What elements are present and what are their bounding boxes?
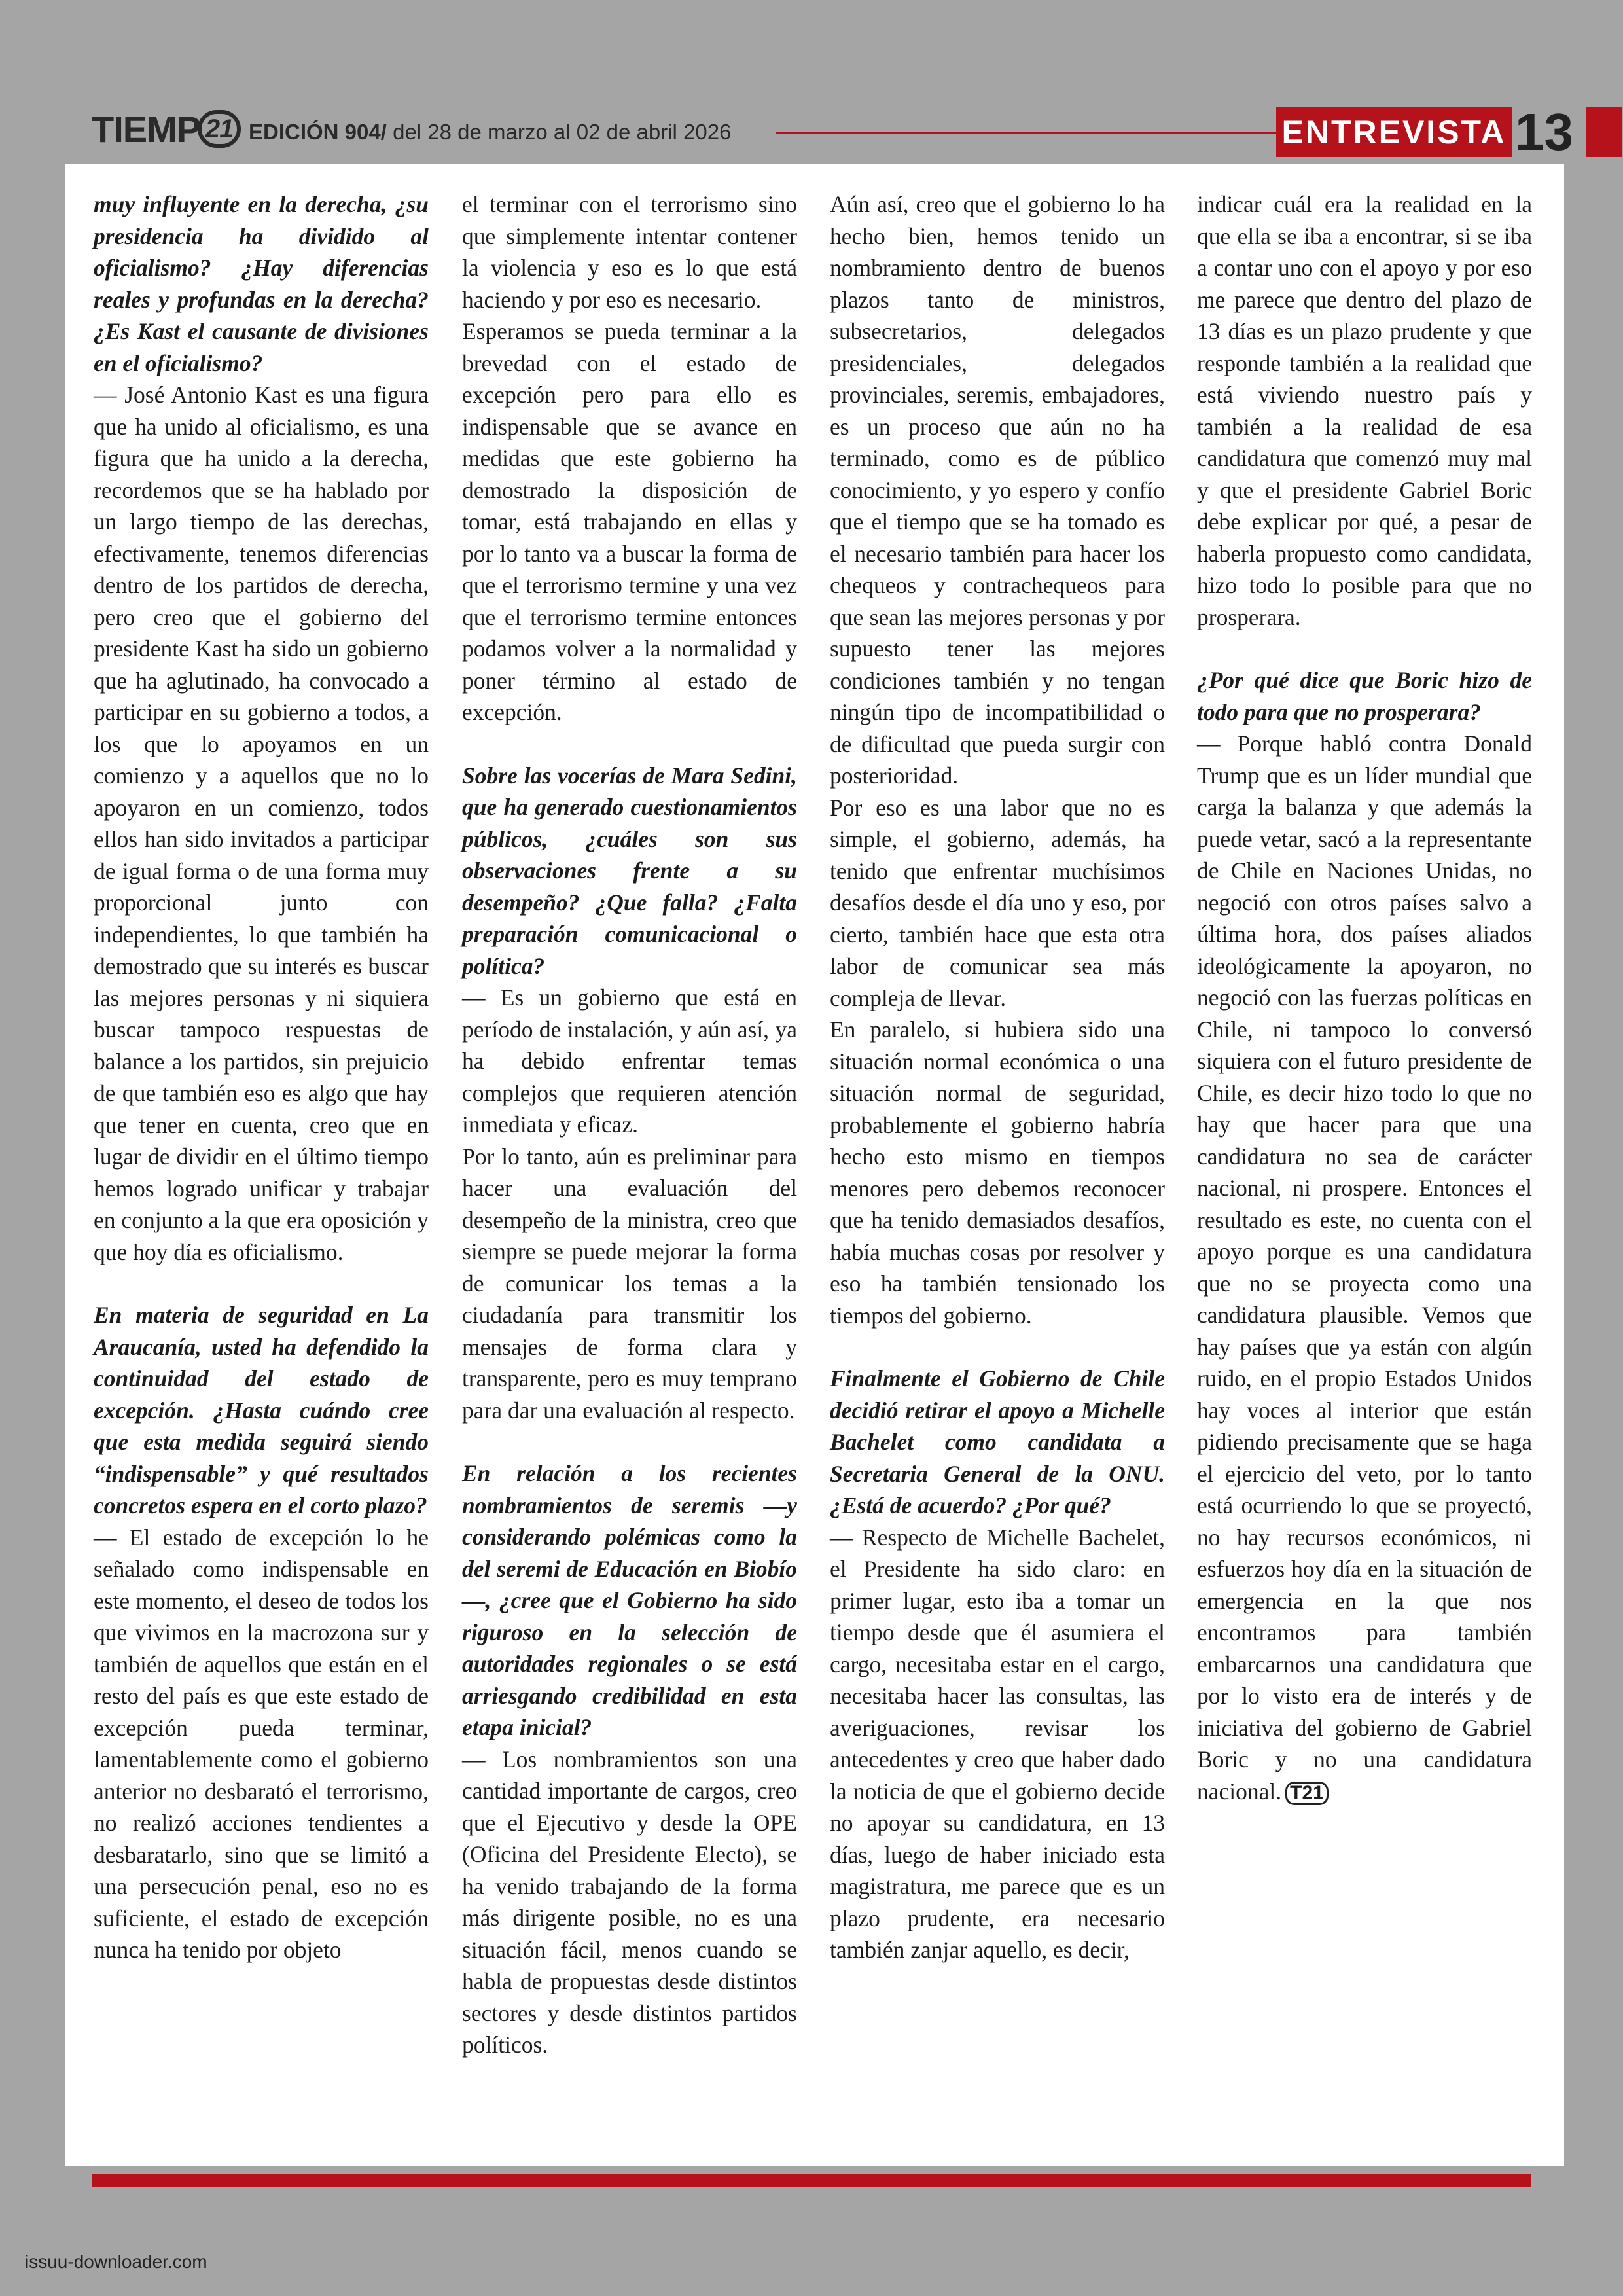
article-column-1 [94,188,429,1966]
paragraph-text: muy influyente en la derecha, ¿su presidencia ha dividido al oficialismo? ¿Hay diferencias reales y profundas en la derecha? ¿Es Kast el causante de divisiones en el oficialismo? [94,191,429,376]
paragraph-text: — El estado de excepción lo he señalado como indispensable en este momento, el deseo de todos los que vivimos en la macrozona sur y también de aquellos que están en el resto del país es que este estado de excepción pueda terminar, lamentablemente como el gobierno anterior no desbarató el terrorismo, no realizó acciones tendientes a desbaratarlo, sino que se limitó a una persecución penal, eso no es suficiente, el estado de excepción nunca ha tenido por objeto [94,1524,429,1963]
edition-label: EDICIÓN 904/ [249,120,387,144]
interview-question [462,1458,797,1744]
edition-dates: del 28 de marzo al 02 de abril 2026 [393,120,732,144]
paragraph-text: — Los nombramientos son una cantidad importante de cargos, creo que el Ejecutivo y desde la OPE (Oficina del Presidente Electo), se ha venido trabajando de la forma más dirigente posible, no es una situación fácil, menos cuando se habla de propuestas desde distintos sectores y desde distintos partidos políticos. [462,1746,797,2058]
interview-question [1197,664,1532,728]
paragraph-text: En materia de seguridad en La Araucanía, usted ha defendido la continuidad del estado de excepción. ¿Hasta cuándo cree que esta medida seguirá siendo “indispensable” y qué resultados concretos espera en el corto plazo? [94,1302,429,1518]
interview-answer [1197,188,1532,633]
edition-info [249,119,731,145]
interview-answer [462,1744,797,2061]
interview-question [94,188,429,379]
paragraph-text: Finalmente el Gobierno de Chile decidió retirar el apoyo a Michelle Bachelet como candidata a Secretaria General de la ONU. ¿Está de acuerdo? ¿Por qué? [830,1365,1165,1518]
paragraph-text: ¿Por qué dice que Boric hizo de todo para que no prosperara? [1197,667,1532,725]
paragraph-text: — Es un gobierno que está en período de instalación, y aún así, ya ha debido enfrentar temas complejos que requieren atención inmediata y eficaz. [462,984,797,1138]
interview-question [94,1299,429,1522]
interview-answer [830,1014,1165,1331]
section-label: ENTREVISTA [1276,107,1512,157]
interview-answer [462,982,797,1141]
end-mark-logo: T21 [1285,1782,1329,1805]
paragraph-gap [462,728,797,760]
paragraph-text: Por eso es una labor que no es simple, el gobierno, además, ha tenido que enfrentar muchísimos desafíos desde el día uno y eso, por cierto, también hace que esta otra labor de comunicar sea más compleja de llevar. [830,794,1165,1011]
publication-logo [92,110,241,149]
paragraph-gap [94,1268,429,1299]
interview-answer [830,1522,1165,1966]
paragraph-gap [830,1331,1165,1363]
interview-answer [462,188,797,315]
paragraph-text: Por lo tanto, aún es preliminar para hacer una evaluación del desempeño de la ministra, creo que siempre se puede mejorar la forma de comunicar los temas a la ciudadanía para transmitir los mensajes de forma clara y transparente, pero es muy temprano para dar una evaluación al respecto. [462,1143,797,1424]
paragraph-text: Sobre las vocerías de Mara Sedini, que ha generado cuestionamientos públicos, ¿cuáles son sus observaciones frente a su desempeño? ¿Que falla? ¿Falta preparación comunicacional o política? [462,762,797,979]
article-columns [94,188,1531,2139]
paragraph-gap [462,1426,797,1458]
page-header [92,103,1573,161]
paragraph-text: Esperamos se pueda terminar a la brevedad con el estado de excepción pero para ello es indispensable que se avance en medidas que este gobierno ha demostrado la disposición de tomar, está trabajando en ellas y por lo tanto va a buscar la forma de que el terrorismo termine y una vez que el terrorismo termine entonces podamos volver a la normalidad y poner término al estado de excepción. [462,318,797,725]
paragraph-text: indicar cuál era la realidad en la que ella se iba a encontrar, si se iba a contar uno con el apoyo y por eso me parece que dentro del plazo de 13 días es un plazo prudente y que responde también a la realidad que está viviendo nuestro país y también a la realidad de esa candidatura que comenzó muy mal y que el presidente Gabriel Boric debe explicar por qué, a pesar de haberla propuesto como candidata, hizo todo lo posible para que no prosperara. [1197,191,1532,630]
interview-answer [94,379,429,1268]
interview-answer [830,188,1165,792]
watermark: issuu-downloader.com [25,2251,207,2272]
header-rule [776,132,1279,134]
page-number: 13 [1515,103,1573,161]
article-column-3 [830,188,1165,1966]
paragraph-text: En relación a los recientes nombramientos de seremis —y considerando polémicas como la del seremi de Educación en Biobío—, ¿cree que el Gobierno ha sido riguroso en la selección de autoridades regionales o se está arriesgando credibilidad en esta etapa inicial? [462,1460,797,1740]
paragraph-text: — José Antonio Kast es una figura que ha unido al oficialismo, es una figura que ha unido a la derecha, recordemos que se ha hablado por un largo tiempo de las derechas, efectivamente, tenemos diferencias dentro de los partidos de derecha, pero creo que el gobierno del presidente Kast ha sido un gobierno que ha aglutinado, ha convocado a participar en su gobierno a todos, a los que lo apoyamos en un comienzo y a aquellos que no lo apoyaron en un comienzo, todos ellos han sido invitados a participar de igual forma o de una forma muy proporcional junto con independientes, lo que también ha demostrado que su interés es buscar las mejores personas y ni siquiera buscar tampoco respuestas de balance a los partidos, sin prejuicio de que también eso es algo que hay que tener en cuenta, creo que en lugar de dividir en el último tiempo hemos logrado unificar y trabajar en conjunto a la que era oposición y que hoy día es oficialismo. [94,382,429,1265]
logo-badge: 21 [198,110,241,148]
interview-answer [462,315,797,728]
footer-rule [92,2174,1531,2187]
interview-answer [830,792,1165,1014]
article-column-4 [1197,188,1532,1807]
article-column-2 [462,188,797,2061]
paragraph-text: — Porque habló contra Donald Trump que es un líder mundial que carga la balanza y que además la puede vetar, sacó a la representante de Chile en Naciones Unidas, no negoció con otros países salvo a última hora, dos países aliados ideológicamente la apoyaron, no negoció con las fuerzas políticas en Chile, ni tampoco lo conversó siquiera con el futuro presidente de Chile, es decir hizo todo lo que no hay que hacer para que una candidatura no sea de carácter nacional, ni prospere. Entonces el resultado es este, no cuenta con el apoyo porque es una candidatura que no se proyecta como una candidatura plausible. Vemos que hay países que ya están con algún ruido, en el propio Estados Unidos hay voces al interior que están pidiendo precisamente que se haga el ejercicio del veto, por lo tanto está ocurriendo lo que se proyectó, no hay recursos económicos, ni esfuerzos hoy día en la situación de emergencia en la que nos encontramos para también embarcarnos una candidatura que por lo visto era de interés y de iniciativa del gobierno de Gabriel Boric y no una candidatura nacional. [1197,730,1532,1804]
paragraph-text: En paralelo, si hubiera sido una situación normal económica o una situación normal de seguridad, probablemente el gobierno habría hecho esto mismo en tiempos menores pero debemos reconocer que ha tenido demasiados desafíos, había muchas cosas por resolver y eso ha también tensionado los tiempos del gobierno. [830,1016,1165,1329]
paragraph-text: Aún así, creo que el gobierno lo ha hecho bien, hemos tenido un nombramiento dentro de buenos plazos tanto de ministros, subsecretarios, delegados presidenciales, delegados provinciales, seremis, embajadores, es un proceso que aún no ha terminado, como es de público conocimiento, y yo espero y confío que el tiempo que se ha tomado es el necesario también para hacer los chequeos y contrachequeos para que sean las mejores personas y por supuesto tener las mejores condiciones también y no tengan ningún tipo de incompatibilidad o de dificultad que pueda surgir con posterioridad. [830,191,1165,789]
interview-question [462,760,797,982]
interview-answer [94,1522,429,1966]
paragraph-text: el terminar con el terrorismo sino que simplemente intentar contener la violencia y eso es lo que está haciendo y por eso es necesario. [462,191,797,313]
paragraph-gap [1197,633,1532,664]
page-number-bar [1586,107,1622,157]
interview-answer [462,1141,797,1427]
interview-question [830,1363,1165,1522]
logo-text: TIEMP [92,109,201,150]
interview-answer [1197,728,1532,1807]
paragraph-text: — Respecto de Michelle Bachelet, el Presidente ha sido claro: en primer lugar, esto iba a tomar un tiempo desde que él asumiera el cargo, necesitaba estar en el cargo, necesitaba hacer las consultas, las averiguaciones, revisar los antecedentes y creo que haber dado la noticia de que el gobierno decide no apoyar su candidatura, en 13 días, luego de haber iniciado esta magistratura, me parece que es un plazo prudente, era necesario también zanjar aquello, es decir, [830,1524,1165,1963]
